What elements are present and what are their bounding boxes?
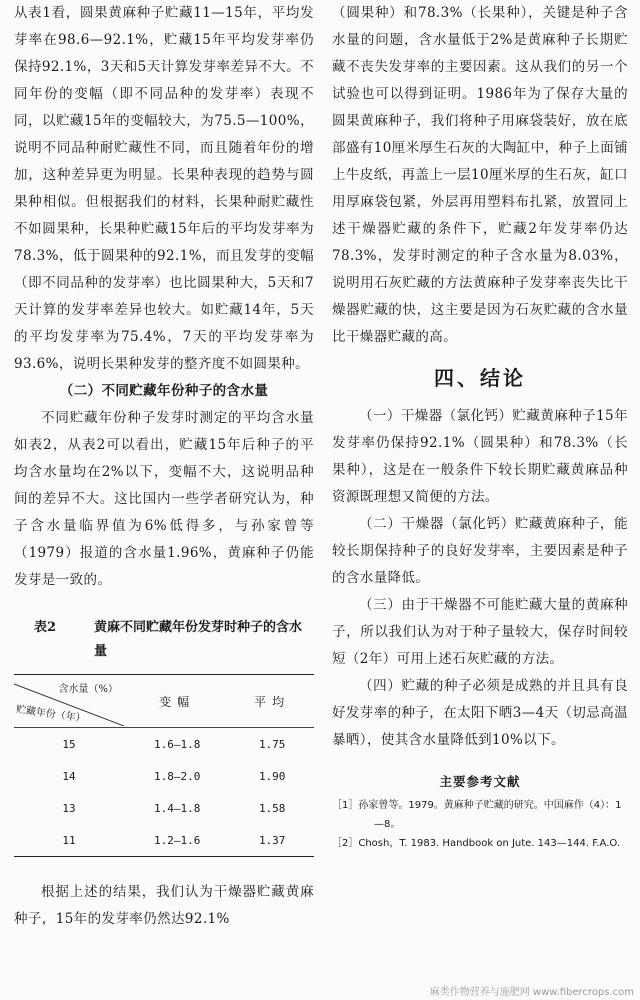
watermark: 麻类作物营养与施肥网 www.fibercrops.com <box>429 987 634 998</box>
range-cell: 1.4—1.8 <box>154 801 201 815</box>
column-header-range: 变幅 <box>124 675 230 728</box>
left-column <box>14 0 314 933</box>
average-cell: 1.75 <box>258 737 286 751</box>
table-header-row <box>14 675 314 728</box>
range-cell: 1.6—1.8 <box>154 737 201 751</box>
reference-item: ［1］孙家曾等。1979。黄麻种子贮藏的研究。中国麻作（4）：1—8。 <box>332 800 622 830</box>
year-cell: 11 <box>14 824 124 857</box>
range-cell: 1.2—1.6 <box>124 824 230 857</box>
left-paragraph-1: 从表1看，圆果黄麻种子贮藏11—15年，平均发芽率在98.6—92.1%，贮藏15年平均发芽率仍保持92.1%，3天和5天计算发芽率差异不大。不同年份的变幅（即不同品种的发芽率）表现不同，以贮藏15年的变幅较大，为75.5—100%，说明不同品种耐贮藏性不同，而且随着年份的增加，这种差异更为明显。长果种表现的趋势与圆果种相似。但根据我们的材料，长果种耐贮藏性不如圆果种，长果种贮藏15年后的平均发芽率为78.3%，低于圆果种的92.1%，而且发芽的变幅（即不同品种的发芽率）也比圆果种大，5天和7天计算的发芽率差异也较大。如贮藏14年，5天的平均发芽率为75.4%，7天的平均发芽率为93.6%，说明长果种发芽的整齐度不如圆果种。 <box>14 5 314 372</box>
diagonal-header-bottom: 贮藏年份（年） <box>15 704 87 725</box>
column-header-average: 平均 <box>230 675 314 728</box>
year-cell: 14 <box>62 769 76 783</box>
table-row <box>14 728 314 761</box>
conclusion-item-2: （二）干燥器（氯化钙）贮藏黄麻种子，能较长期保持种子的良好发芽率，主要因素是种子的含水量降低。 <box>332 516 628 586</box>
table-title: 黄麻不同贮藏年份发芽时种子的含水量 <box>94 620 303 659</box>
references-heading: 主要参考文献 <box>439 774 521 789</box>
conclusion-item-4: （四）贮藏的种子必须是成熟的并且具有良好发芽率的种子，在太阳下晒3—4天（切忌高温暴晒），使其含水量降低到10%以下。 <box>332 678 628 748</box>
average-cell: 1.37 <box>230 824 314 857</box>
year-cell: 15 <box>62 737 76 751</box>
conclusion-item-3: （三）由于干燥器不可能贮藏大量的黄麻种子，所以我们认为对于种子量较大，保存时间较短（2年）可用上述石灰贮藏的方法。 <box>332 597 628 667</box>
table-row <box>14 760 314 792</box>
table-caption <box>14 616 314 664</box>
moisture-table <box>14 674 314 857</box>
table-row <box>14 792 314 824</box>
left-paragraph-2: 不同贮藏年份种子发芽时测定的平均含水量如表2，从表2可以看出，贮藏15年后种子的平均含水量均在2%以下，变幅不大，这说明品种间的差异不大。这比国内一些学者研究认为，种子含水量临界值为6%低得多，与孙家曾等（1979）报道的含水量1.96%，黄麻种子仍能发芽是一致的。 <box>14 410 314 588</box>
table-label: 表2 <box>34 620 57 635</box>
conclusion-item-1: （一）干燥器（氯化钙）贮藏黄麻种子15年发芽率仍保持92.1%（圆果种）和78.3%（长果种），这是在一般条件下较长期贮藏黄麻品种资源既理想又简便的方法。 <box>332 408 628 505</box>
year-cell: 13 <box>62 801 76 815</box>
range-cell: 1.8—2.0 <box>154 769 201 783</box>
table-row <box>14 824 314 857</box>
subsection-heading-moisture: （二）不同贮藏年份种子的含水量 <box>59 383 269 399</box>
diagonal-header-cell <box>14 675 124 728</box>
left-paragraph-3: 根据上述的结果，我们认为干燥器贮藏黄麻种子，15年的发芽率仍然达92.1% <box>14 884 314 927</box>
reference-item: ［2］Chosh，T. 1983. Handbook on Jute. 143—144. F.A.O. <box>332 838 621 849</box>
right-column <box>332 0 628 853</box>
right-paragraph-1: （圆果种）和78.3%（长果种），关键是种子含水量的问题，含水量低于2%是黄麻种子长期贮藏不丧失发芽率的主要因素。这从我们的另一个试验也可以得到证明。1986年为了保存大量的圆果黄麻种子，我们将种子用麻袋装好，放在底部盛有10厘米厚生石灰的大陶缸中，种子上面铺上牛皮纸，再盖上一层10厘米厚的生石灰，缸口用厚麻袋包紧，外层再用塑料布扎紧，放置同上述干燥器贮藏的条件下，贮藏2年发芽率仍达78.3%，发芽时测定的种子含水量为8.03%，说明用石灰贮藏的方法黄麻种子发芽率丧失比干燥器贮藏的快，这主要是因为石灰贮藏的含水量比干燥器贮藏的高。 <box>332 5 628 345</box>
average-cell: 1.58 <box>258 801 286 815</box>
diagonal-header-top: 含水量（%） <box>58 684 118 695</box>
average-cell: 1.90 <box>258 769 286 783</box>
conclusion-heading: 四、结论 <box>434 366 526 390</box>
